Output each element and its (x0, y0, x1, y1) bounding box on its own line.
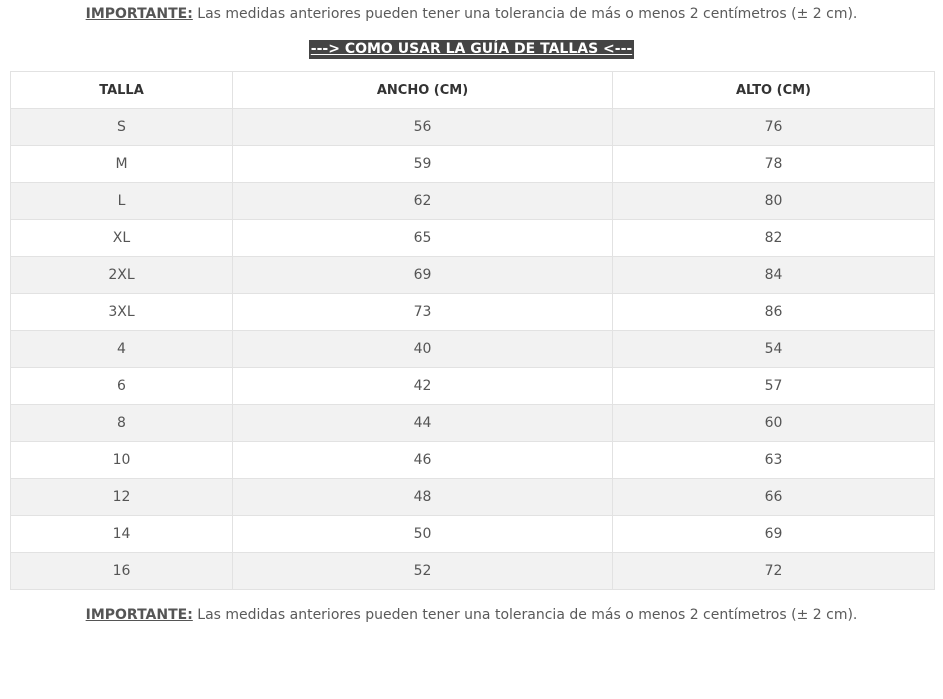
tolerance-text: Las medidas anteriores pueden tener una tolerancia de más o menos 2 centímetros (± 2 cm). (192, 6, 858, 22)
cell-ancho: 48 (233, 479, 613, 516)
table-row (11, 109, 935, 146)
tolerance-notice-top (0, 6, 943, 22)
cell-alto: 63 (613, 442, 935, 479)
cell-ancho: 59 (233, 146, 613, 183)
cell-alto: 82 (613, 220, 935, 257)
header-talla: TALLA (11, 72, 233, 109)
cell-ancho: 56 (233, 109, 613, 146)
cell-alto: 80 (613, 183, 935, 220)
cell-ancho: 62 (233, 183, 613, 220)
cell-talla: S (11, 109, 233, 146)
table-row (11, 220, 935, 257)
cell-talla: L (11, 183, 233, 220)
cell-talla: 10 (11, 442, 233, 479)
guide-link-container (0, 38, 943, 59)
tolerance-notice-bottom (0, 607, 943, 623)
cell-alto: 78 (613, 146, 935, 183)
table-row (11, 294, 935, 331)
cell-talla: M (11, 146, 233, 183)
table-row (11, 368, 935, 405)
cell-talla: 8 (11, 405, 233, 442)
table-row (11, 183, 935, 220)
cell-ancho: 69 (233, 257, 613, 294)
cell-alto: 72 (613, 553, 935, 590)
cell-talla: 4 (11, 331, 233, 368)
cell-alto: 60 (613, 405, 935, 442)
cell-ancho: 44 (233, 405, 613, 442)
important-label: IMPORTANTE: (85, 607, 193, 623)
cell-alto: 66 (613, 479, 935, 516)
cell-alto: 57 (613, 368, 935, 405)
cell-ancho: 73 (233, 294, 613, 331)
table-row (11, 405, 935, 442)
cell-alto: 69 (613, 516, 935, 553)
cell-talla: 2XL (11, 257, 233, 294)
table-row (11, 479, 935, 516)
cell-talla: XL (11, 220, 233, 257)
table-row (11, 553, 935, 590)
size-table (10, 71, 935, 590)
table-row (11, 442, 935, 479)
cell-ancho: 52 (233, 553, 613, 590)
cell-ancho: 46 (233, 442, 613, 479)
cell-alto: 54 (613, 331, 935, 368)
cell-talla: 6 (11, 368, 233, 405)
size-guide-link[interactable]: ---> COMO USAR LA GUÍA DE TALLAS <--- (310, 41, 633, 57)
cell-alto: 84 (613, 257, 935, 294)
table-row (11, 516, 935, 553)
table-row (11, 146, 935, 183)
table-row (11, 257, 935, 294)
cell-ancho: 65 (233, 220, 613, 257)
cell-alto: 76 (613, 109, 935, 146)
header-alto: ALTO (CM) (613, 72, 935, 109)
cell-talla: 14 (11, 516, 233, 553)
cell-ancho: 40 (233, 331, 613, 368)
cell-alto: 86 (613, 294, 935, 331)
table-row (11, 331, 935, 368)
cell-talla: 16 (11, 553, 233, 590)
cell-ancho: 50 (233, 516, 613, 553)
cell-ancho: 42 (233, 368, 613, 405)
header-ancho: ANCHO (CM) (233, 72, 613, 109)
table-header-row (11, 72, 935, 109)
cell-talla: 12 (11, 479, 233, 516)
cell-talla: 3XL (11, 294, 233, 331)
tolerance-text: Las medidas anteriores pueden tener una tolerancia de más o menos 2 centímetros (± 2 cm). (192, 607, 858, 623)
important-label: IMPORTANTE: (85, 6, 193, 22)
